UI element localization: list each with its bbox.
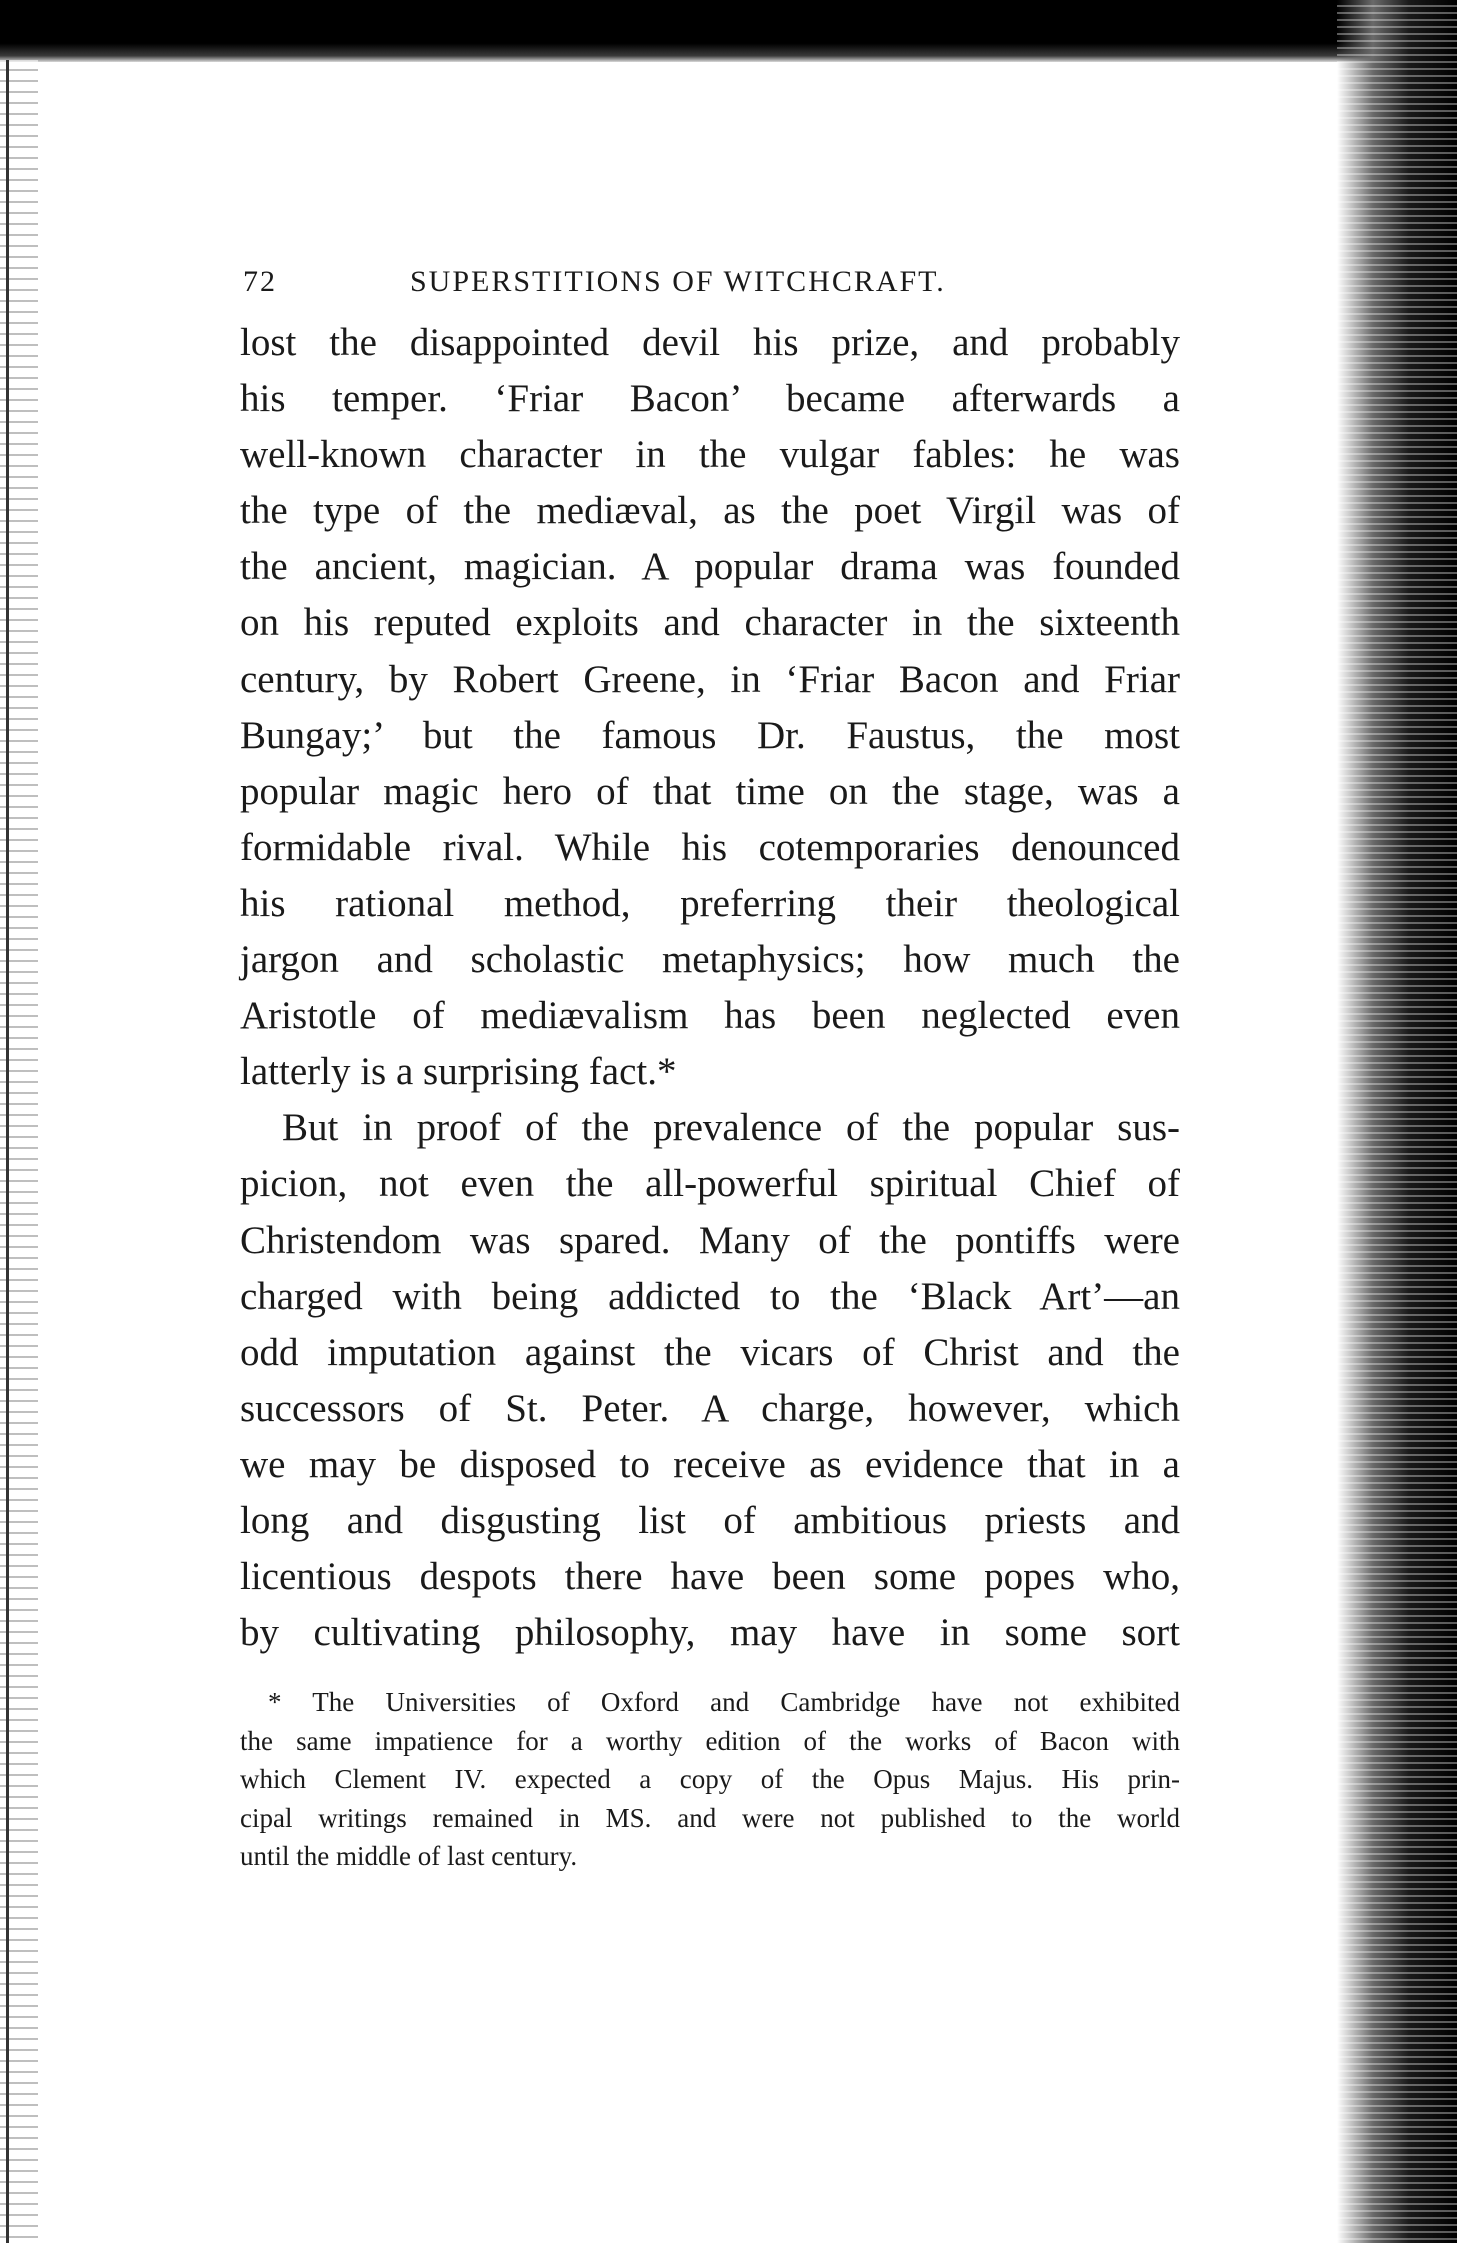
text-line: licentious despots there have been some popes who,: [240, 1555, 1180, 1599]
footnote-line: * The Universities of Oxford and Cambridge have not exhibited: [268, 1687, 1180, 1718]
text-line: popular magic hero of that time on the stage, was a: [240, 769, 1180, 813]
text-line: we may be disposed to receive as evidence that in a: [240, 1442, 1180, 1486]
running-title: SUPERSTITIONS OF WITCHCRAFT.: [410, 265, 946, 298]
text-line: Christendom was spared. Many of the pontiffs were: [240, 1218, 1180, 1262]
running-head: [240, 255, 1180, 315]
text-line: well-known character in the vulgar fables: he was: [240, 433, 1180, 477]
text-line: long and disgusting list of ambitious priests and: [240, 1498, 1180, 1542]
text-line: formidable rival. While his cotemporaries denounced: [240, 825, 1180, 869]
text-line: successors of St. Peter. A charge, however, which: [240, 1386, 1180, 1430]
footnote-line: until the middle of last century.: [240, 1841, 578, 1872]
text-line: charged with being addicted to the ‘Black Art’—an: [240, 1274, 1180, 1318]
text-line: the ancient, magician. A popular drama was founded: [240, 545, 1180, 589]
text-line: latterly is a surprising fact.*: [240, 1050, 677, 1094]
text-line: odd imputation against the vicars of Christ and the: [240, 1330, 1180, 1374]
text-line: his rational method, preferring their theological: [240, 881, 1180, 925]
text-line: Bungay;’ but the famous Dr. Faustus, the most: [240, 713, 1180, 757]
body-text: [240, 315, 1180, 1661]
footnote-line: the same impatience for a worthy edition of the works of Bacon with: [240, 1725, 1180, 1756]
footnote: [240, 1683, 1180, 1876]
text-line: lost the disappointed devil his prize, and probably: [240, 321, 1180, 364]
text-line: the type of the mediæval, as the poet Virgil was of: [240, 489, 1180, 533]
text-line: century, by Robert Greene, in ‘Friar Bacon and Friar: [240, 657, 1180, 701]
scan-left-binding-line: [6, 60, 9, 2243]
text-line: picion, not even the all-powerful spiritual Chief of: [240, 1162, 1180, 1206]
text-line: by cultivating philosophy, may have in some sort: [240, 1611, 1180, 1655]
scan-right-edge: [1337, 0, 1457, 2243]
scan-top-edge: [0, 0, 1457, 62]
footnote-line: cipal writings remained in MS. and were not published to the world: [240, 1802, 1180, 1833]
book-page: [240, 255, 1180, 1876]
page-number: 72: [243, 265, 277, 298]
text-line: Aristotle of mediævalism has been neglected even: [240, 994, 1180, 1038]
text-line: jargon and scholastic metaphysics; how much the: [240, 938, 1180, 982]
footnote-line: which Clement IV. expected a copy of the Opus Majus. His prin-: [240, 1764, 1180, 1795]
text-line: his temper. ‘Friar Bacon’ became afterwards a: [240, 377, 1180, 421]
text-line: on his reputed exploits and character in the sixteenth: [240, 601, 1180, 645]
text-line: But in proof of the prevalence of the popular sus-: [282, 1106, 1180, 1150]
